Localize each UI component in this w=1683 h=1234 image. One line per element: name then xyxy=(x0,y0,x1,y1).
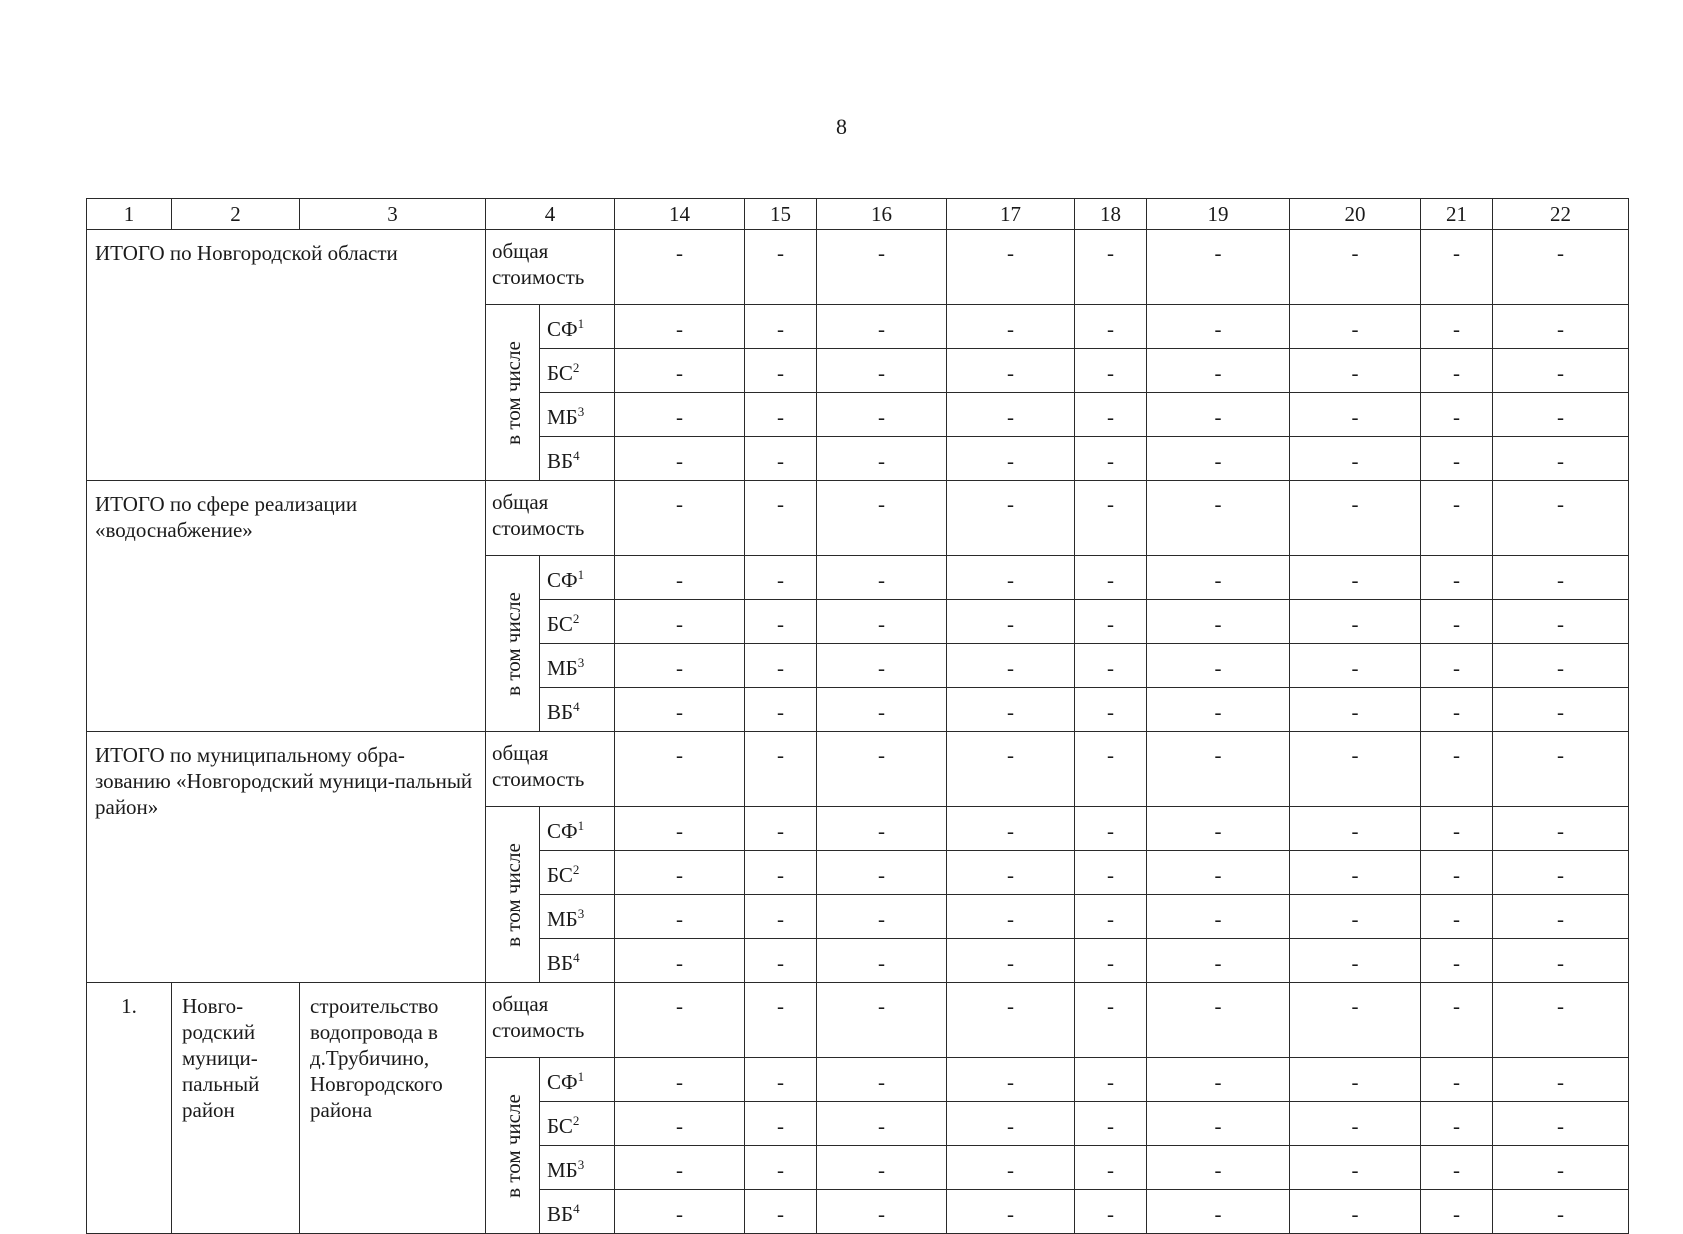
value-cell: - xyxy=(1421,393,1493,437)
value-cell: - xyxy=(1421,349,1493,393)
value-cell: - xyxy=(947,983,1075,1058)
fund-footnote: 2 xyxy=(572,360,580,375)
column-header: 16 xyxy=(817,199,947,230)
fund-name: МБ xyxy=(547,907,578,931)
total-cost-label: общая стоимость xyxy=(486,481,615,556)
fund-name: МБ xyxy=(547,656,578,680)
page-number: 8 xyxy=(836,114,847,139)
fund-label xyxy=(540,393,615,437)
value-cell: - xyxy=(1421,1146,1493,1190)
fund-footnote: 1 xyxy=(577,1069,585,1084)
value-cell: - xyxy=(1075,1190,1147,1234)
value-cell: - xyxy=(615,600,745,644)
value-cell: - xyxy=(1147,437,1290,481)
total-cost-label: общая стоимость xyxy=(486,732,615,807)
value-cell: - xyxy=(745,230,817,305)
column-header: 15 xyxy=(745,199,817,230)
total-cost-label: общая стоимость xyxy=(486,983,615,1058)
fund-name: ВБ xyxy=(547,951,574,975)
value-cell: - xyxy=(1147,230,1290,305)
value-cell: - xyxy=(1147,807,1290,851)
value-cell: - xyxy=(1075,851,1147,895)
item-description: строительство водопровода в д.Трубичино, Новгородского района xyxy=(300,983,486,1234)
value-cell: - xyxy=(745,556,817,600)
value-cell: - xyxy=(745,851,817,895)
fund-label xyxy=(540,437,615,481)
value-cell: - xyxy=(947,600,1075,644)
value-cell: - xyxy=(1421,895,1493,939)
value-cell: - xyxy=(1421,644,1493,688)
fund-footnote: 4 xyxy=(573,950,580,965)
value-cell: - xyxy=(745,1058,817,1102)
value-cell: - xyxy=(947,1190,1075,1234)
column-header: 22 xyxy=(1493,199,1629,230)
value-cell: - xyxy=(1075,481,1147,556)
value-cell: - xyxy=(1493,732,1629,807)
column-header: 3 xyxy=(300,199,486,230)
value-cell: - xyxy=(947,1146,1075,1190)
value-cell: - xyxy=(745,644,817,688)
value-cell: - xyxy=(1290,983,1421,1058)
value-cell: - xyxy=(817,1102,947,1146)
fund-footnote: 2 xyxy=(572,1113,580,1128)
value-cell: - xyxy=(1075,1146,1147,1190)
value-cell: - xyxy=(1493,437,1629,481)
value-cell: - xyxy=(1290,556,1421,600)
fund-label xyxy=(540,1058,615,1102)
fund-footnote: 4 xyxy=(573,1201,580,1216)
value-cell: - xyxy=(817,895,947,939)
including-label xyxy=(486,305,540,481)
value-cell: - xyxy=(1421,600,1493,644)
value-cell: - xyxy=(817,851,947,895)
fund-name: МБ xyxy=(547,1158,578,1182)
value-cell: - xyxy=(615,1146,745,1190)
value-cell: - xyxy=(947,556,1075,600)
value-cell: - xyxy=(1147,1190,1290,1234)
fund-name: СФ xyxy=(547,317,578,341)
fund-label xyxy=(540,688,615,732)
value-cell: - xyxy=(1147,1058,1290,1102)
value-cell: - xyxy=(1493,393,1629,437)
value-cell: - xyxy=(1493,1058,1629,1102)
value-cell: - xyxy=(1493,895,1629,939)
fund-footnote: 3 xyxy=(577,404,585,419)
value-cell: - xyxy=(817,556,947,600)
value-cell: - xyxy=(947,437,1075,481)
value-cell: - xyxy=(1290,230,1421,305)
value-cell: - xyxy=(615,305,745,349)
value-cell: - xyxy=(1147,851,1290,895)
including-text: в том числе xyxy=(500,591,525,696)
value-cell: - xyxy=(1493,688,1629,732)
value-cell: - xyxy=(1421,983,1493,1058)
value-cell: - xyxy=(1075,644,1147,688)
value-cell: - xyxy=(817,939,947,983)
value-cell: - xyxy=(1290,939,1421,983)
fund-name: ВБ xyxy=(547,449,574,473)
value-cell: - xyxy=(615,644,745,688)
value-cell: - xyxy=(1075,305,1147,349)
fund-footnote: 1 xyxy=(577,818,585,833)
fund-label xyxy=(540,1146,615,1190)
value-cell: - xyxy=(615,807,745,851)
value-cell: - xyxy=(745,600,817,644)
value-cell: - xyxy=(947,851,1075,895)
value-cell: - xyxy=(745,939,817,983)
value-cell: - xyxy=(1493,481,1629,556)
column-header: 20 xyxy=(1290,199,1421,230)
value-cell: - xyxy=(1290,600,1421,644)
value-cell: - xyxy=(1290,807,1421,851)
value-cell: - xyxy=(1147,349,1290,393)
value-cell: - xyxy=(817,732,947,807)
value-cell: - xyxy=(1147,983,1290,1058)
value-cell: - xyxy=(947,1102,1075,1146)
fund-label xyxy=(540,807,615,851)
including-text: в том числе xyxy=(500,1093,525,1198)
value-cell: - xyxy=(1421,807,1493,851)
fund-footnote: 2 xyxy=(572,611,580,626)
fund-footnote: 3 xyxy=(577,906,585,921)
fund-label xyxy=(540,1102,615,1146)
value-cell: - xyxy=(1290,1190,1421,1234)
including-label xyxy=(486,556,540,732)
value-cell: - xyxy=(1075,556,1147,600)
value-cell: - xyxy=(615,732,745,807)
value-cell: - xyxy=(1493,983,1629,1058)
fund-label xyxy=(540,1190,615,1234)
value-cell: - xyxy=(615,230,745,305)
value-cell: - xyxy=(817,983,947,1058)
fund-label xyxy=(540,349,615,393)
fund-footnote: 1 xyxy=(577,316,585,331)
item-number: 1. xyxy=(87,983,172,1234)
column-header: 19 xyxy=(1147,199,1290,230)
total-cost-label: общая стоимость xyxy=(486,230,615,305)
fund-name: БС xyxy=(547,1114,573,1138)
value-cell: - xyxy=(817,393,947,437)
fund-footnote: 3 xyxy=(577,1157,585,1172)
value-cell: - xyxy=(745,807,817,851)
value-cell: - xyxy=(1075,939,1147,983)
fund-label xyxy=(540,305,615,349)
value-cell: - xyxy=(615,556,745,600)
value-cell: - xyxy=(1493,1102,1629,1146)
value-cell: - xyxy=(947,349,1075,393)
table-row xyxy=(87,983,1629,1058)
value-cell: - xyxy=(1290,1146,1421,1190)
section-title: ИТОГО по Новгородской области xyxy=(87,230,486,481)
fund-name: СФ xyxy=(547,1070,578,1094)
fund-label xyxy=(540,895,615,939)
value-cell: - xyxy=(1421,1102,1493,1146)
column-header: 18 xyxy=(1075,199,1147,230)
value-cell: - xyxy=(1493,305,1629,349)
value-cell: - xyxy=(1421,1058,1493,1102)
table-row xyxy=(87,230,1629,305)
fund-label xyxy=(540,851,615,895)
value-cell: - xyxy=(817,688,947,732)
value-cell: - xyxy=(1147,393,1290,437)
value-cell: - xyxy=(817,600,947,644)
value-cell: - xyxy=(745,1146,817,1190)
value-cell: - xyxy=(817,437,947,481)
value-cell: - xyxy=(947,230,1075,305)
value-cell: - xyxy=(947,305,1075,349)
value-cell: - xyxy=(1075,983,1147,1058)
fund-label xyxy=(540,556,615,600)
value-cell: - xyxy=(817,481,947,556)
value-cell: - xyxy=(1075,688,1147,732)
including-label xyxy=(486,807,540,983)
value-cell: - xyxy=(615,983,745,1058)
value-cell: - xyxy=(1493,230,1629,305)
including-label xyxy=(486,1058,540,1234)
value-cell: - xyxy=(1075,807,1147,851)
value-cell: - xyxy=(1075,895,1147,939)
value-cell: - xyxy=(745,305,817,349)
value-cell: - xyxy=(1075,1058,1147,1102)
value-cell: - xyxy=(1493,939,1629,983)
value-cell: - xyxy=(1493,600,1629,644)
value-cell: - xyxy=(947,644,1075,688)
value-cell: - xyxy=(1147,939,1290,983)
column-header: 2 xyxy=(172,199,300,230)
fund-footnote: 2 xyxy=(572,862,580,877)
value-cell: - xyxy=(817,349,947,393)
budget-table xyxy=(86,198,1629,1234)
section-title: ИТОГО по муниципальному обра-зованию «Новгородский муници-пальный район» xyxy=(87,732,486,983)
value-cell: - xyxy=(1493,349,1629,393)
value-cell: - xyxy=(1147,1102,1290,1146)
including-text: в том числе xyxy=(500,340,525,445)
value-cell: - xyxy=(615,895,745,939)
value-cell: - xyxy=(615,688,745,732)
value-cell: - xyxy=(745,393,817,437)
value-cell: - xyxy=(615,1058,745,1102)
value-cell: - xyxy=(1421,851,1493,895)
value-cell: - xyxy=(817,1146,947,1190)
fund-name: ВБ xyxy=(547,700,574,724)
fund-footnote: 1 xyxy=(577,567,585,582)
value-cell: - xyxy=(1147,644,1290,688)
value-cell: - xyxy=(817,305,947,349)
header-row xyxy=(87,199,1629,230)
fund-name: ВБ xyxy=(547,1202,574,1226)
column-header: 1 xyxy=(87,199,172,230)
value-cell: - xyxy=(1147,732,1290,807)
value-cell: - xyxy=(1075,230,1147,305)
value-cell: - xyxy=(1147,556,1290,600)
value-cell: - xyxy=(947,481,1075,556)
value-cell: - xyxy=(817,230,947,305)
value-cell: - xyxy=(947,895,1075,939)
value-cell: - xyxy=(1421,688,1493,732)
value-cell: - xyxy=(947,688,1075,732)
value-cell: - xyxy=(1421,732,1493,807)
value-cell: - xyxy=(1290,895,1421,939)
fund-name: БС xyxy=(547,612,573,636)
value-cell: - xyxy=(1290,732,1421,807)
fund-name: СФ xyxy=(547,819,578,843)
value-cell: - xyxy=(1421,305,1493,349)
value-cell: - xyxy=(745,1102,817,1146)
value-cell: - xyxy=(947,939,1075,983)
column-header: 17 xyxy=(947,199,1075,230)
value-cell: - xyxy=(615,437,745,481)
value-cell: - xyxy=(615,939,745,983)
value-cell: - xyxy=(615,481,745,556)
value-cell: - xyxy=(615,349,745,393)
value-cell: - xyxy=(1290,688,1421,732)
column-header: 4 xyxy=(486,199,615,230)
value-cell: - xyxy=(1290,644,1421,688)
section-title: ИТОГО по сфере реализации «водоснабжение» xyxy=(87,481,486,732)
fund-footnote: 4 xyxy=(573,448,580,463)
value-cell: - xyxy=(615,1190,745,1234)
fund-name: БС xyxy=(547,863,573,887)
fund-label xyxy=(540,600,615,644)
value-cell: - xyxy=(947,807,1075,851)
value-cell: - xyxy=(1290,851,1421,895)
value-cell: - xyxy=(1147,305,1290,349)
value-cell: - xyxy=(1147,600,1290,644)
value-cell: - xyxy=(947,393,1075,437)
value-cell: - xyxy=(1075,1102,1147,1146)
value-cell: - xyxy=(1290,437,1421,481)
value-cell: - xyxy=(1493,644,1629,688)
value-cell: - xyxy=(1493,556,1629,600)
value-cell: - xyxy=(817,807,947,851)
value-cell: - xyxy=(745,732,817,807)
value-cell: - xyxy=(1075,600,1147,644)
value-cell: - xyxy=(1147,895,1290,939)
value-cell: - xyxy=(615,393,745,437)
fund-name: МБ xyxy=(547,405,578,429)
fund-name: БС xyxy=(547,361,573,385)
value-cell: - xyxy=(745,895,817,939)
value-cell: - xyxy=(1147,481,1290,556)
value-cell: - xyxy=(1421,939,1493,983)
value-cell: - xyxy=(1421,230,1493,305)
value-cell: - xyxy=(1290,305,1421,349)
value-cell: - xyxy=(745,1190,817,1234)
value-cell: - xyxy=(1290,349,1421,393)
value-cell: - xyxy=(1493,1146,1629,1190)
value-cell: - xyxy=(1147,1146,1290,1190)
value-cell: - xyxy=(745,437,817,481)
value-cell: - xyxy=(1421,1190,1493,1234)
value-cell: - xyxy=(1290,393,1421,437)
value-cell: - xyxy=(615,851,745,895)
value-cell: - xyxy=(1290,481,1421,556)
value-cell: - xyxy=(947,1058,1075,1102)
value-cell: - xyxy=(745,481,817,556)
value-cell: - xyxy=(817,1190,947,1234)
value-cell: - xyxy=(1421,437,1493,481)
value-cell: - xyxy=(1493,1190,1629,1234)
column-header: 14 xyxy=(615,199,745,230)
table-row xyxy=(87,481,1629,556)
value-cell: - xyxy=(1421,481,1493,556)
value-cell: - xyxy=(615,1102,745,1146)
table-row xyxy=(87,732,1629,807)
value-cell: - xyxy=(1075,437,1147,481)
value-cell: - xyxy=(1075,393,1147,437)
including-text: в том числе xyxy=(500,842,525,947)
fund-footnote: 3 xyxy=(577,655,585,670)
value-cell: - xyxy=(1075,732,1147,807)
column-header: 21 xyxy=(1421,199,1493,230)
value-cell: - xyxy=(947,732,1075,807)
fund-label xyxy=(540,644,615,688)
value-cell: - xyxy=(745,349,817,393)
value-cell: - xyxy=(1147,688,1290,732)
value-cell: - xyxy=(1421,556,1493,600)
item-district: Новго-родский муници-пальный район xyxy=(172,983,300,1234)
value-cell: - xyxy=(1290,1102,1421,1146)
fund-footnote: 4 xyxy=(573,699,580,714)
value-cell: - xyxy=(745,983,817,1058)
value-cell: - xyxy=(817,1058,947,1102)
value-cell: - xyxy=(1493,807,1629,851)
fund-name: СФ xyxy=(547,568,578,592)
fund-label xyxy=(540,939,615,983)
value-cell: - xyxy=(1493,851,1629,895)
value-cell: - xyxy=(1075,349,1147,393)
value-cell: - xyxy=(1290,1058,1421,1102)
value-cell: - xyxy=(817,644,947,688)
value-cell: - xyxy=(745,688,817,732)
